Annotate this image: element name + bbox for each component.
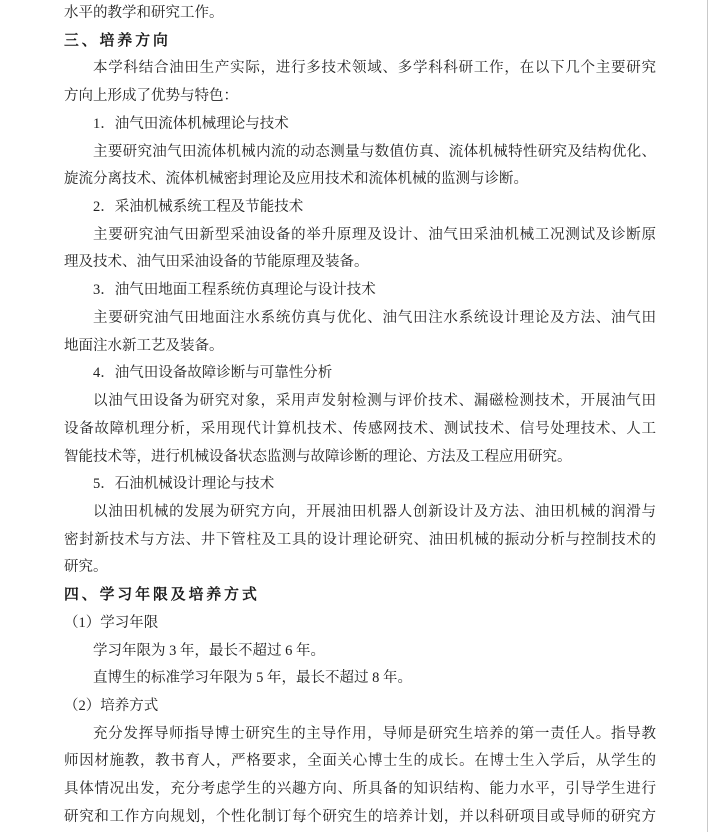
section-heading: 四、学习年限及培养方式	[64, 587, 260, 604]
page-edge-divider	[707, 0, 708, 832]
document-line: 以油气田设备为研究对象，采用声发射检测与评价技术、漏磁检测技术，开展油气田	[93, 393, 656, 410]
document-line: 2．采油机械系统工程及节能技术	[93, 199, 304, 216]
document-line: 5．石油机械设计理论与技术	[93, 476, 275, 493]
document-line: 理及技术、油气田采油设备的节能原理及装备。	[64, 254, 369, 271]
section-heading: 三、培养方向	[64, 32, 171, 49]
document-line: 研究。	[64, 559, 108, 576]
document-line: 以油田机械的发展为研究方向，开展油田机器人创新设计及方法、油田机械的润滑与	[93, 503, 656, 520]
document-line: （1）学习年限	[64, 614, 159, 631]
document-line: 水平的教学和研究工作。	[64, 5, 224, 21]
document-line: 研究和工作方向规划，个性化制订每个研究生的培养计划，并以科研项目或导师的研究方	[64, 808, 656, 825]
document-line: （2）培养方式	[64, 697, 159, 714]
document-line: 主要研究油气田新型采油设备的举升原理及设计、油气田采油机械工况测试及诊断原	[93, 226, 656, 243]
document-line: 本学科结合油田生产实际，进行多技术领域、多学科科研工作，在以下几个主要研究	[93, 60, 656, 77]
document-line: 主要研究油气田地面注水系统仿真与优化、油气田注水系统设计理论及方法、油气田	[93, 309, 656, 326]
document-body	[64, 0, 656, 832]
document-line: 充分发挥导师指导博士研究生的主导作用，导师是研究生培养的第一责任人。指导教	[93, 725, 656, 742]
document-line: 具体情况出发，充分考虑学生的兴趣方向、所具备的知识结构、能力水平，引导学生进行	[64, 781, 656, 798]
document-line: 方向上形成了优势与特色：	[64, 88, 238, 105]
document-line: 旋流分离技术、流体机械密封理论及应用技术和流体机械的监测与诊断。	[64, 171, 528, 188]
document-line: 4．油气田设备故障诊断与可靠性分析	[93, 365, 333, 382]
document-line: 主要研究油气田流体机械内流的动态测量与数值仿真、流体机械特性研究及结构优化、	[93, 143, 656, 160]
document-line: 地面注水新工艺及装备。	[64, 337, 224, 354]
document-line: 1．油气田流体机械理论与技术	[93, 115, 289, 132]
document-line: 3．油气田地面工程系统仿真理论与设计技术	[93, 282, 376, 299]
document-line: 学习年限为 3 年，最长不超过 6 年。	[93, 642, 325, 659]
document-line: 密封新技术与方法、井下管柱及工具的设计理论研究、油田机械的振动分析与控制技术的	[64, 531, 656, 548]
document-line: 智能技术等，进行机械设备状态监测与故障诊断的理论、方法及工程应用研究。	[64, 448, 572, 465]
document-line: 师因材施教，教书育人，严格要求，全面关心博士生的成长。在博士生入学后，从学生的	[64, 753, 656, 770]
document-line: 设备故障机理分析，采用现代计算机技术、传感网技术、测试技术、信号处理技术、人工	[64, 420, 656, 437]
document-line: 直博生的标准学习年限为 5 年，最长不超过 8 年。	[93, 670, 412, 687]
